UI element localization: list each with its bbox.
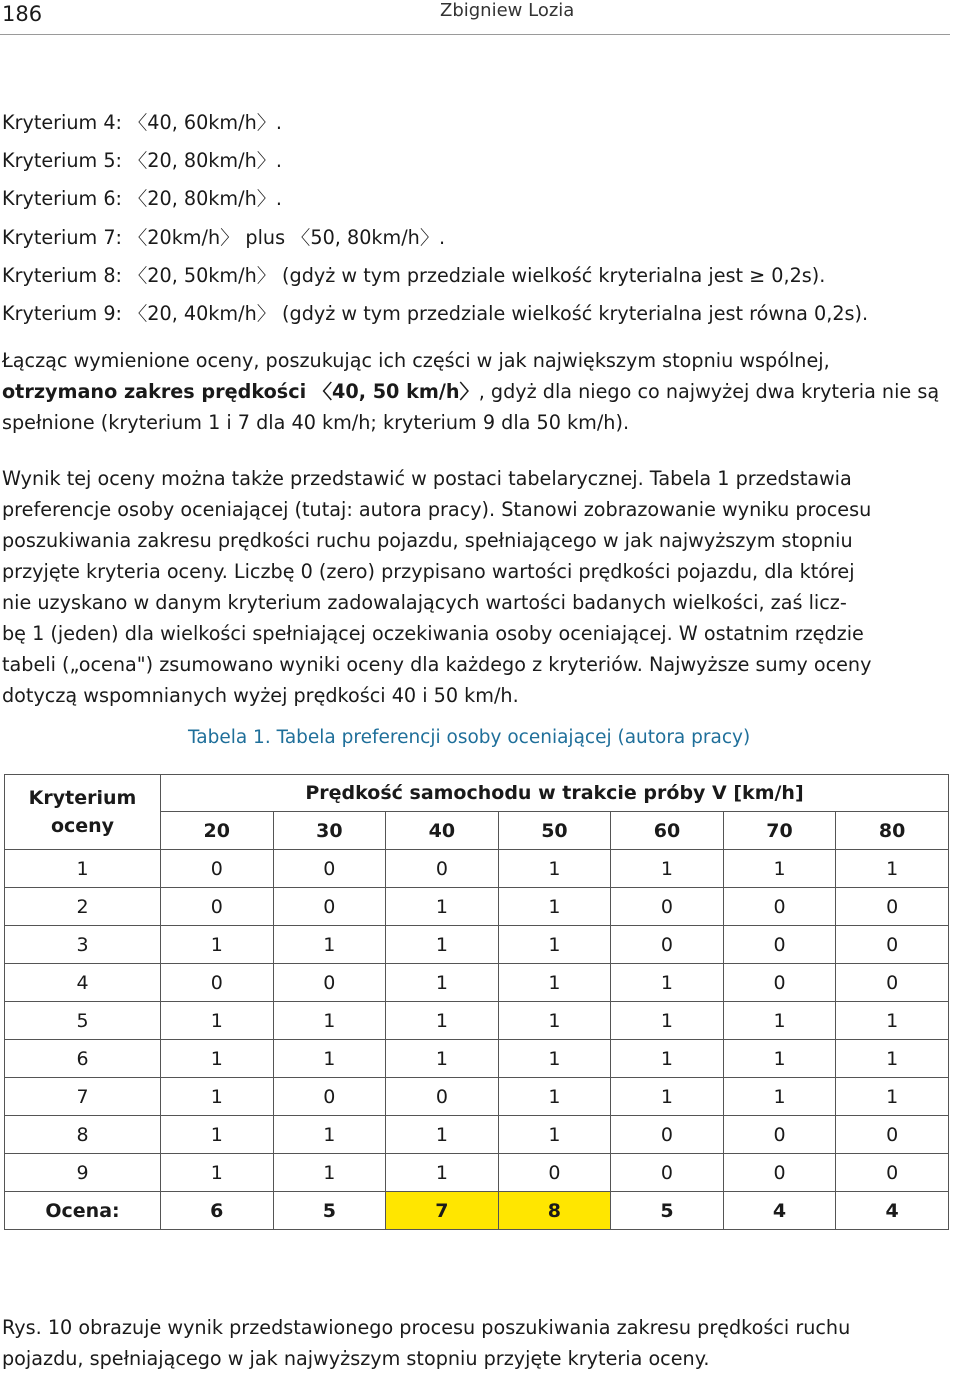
speed-header-cell: 60 — [611, 812, 724, 850]
table-cell: 1 — [611, 850, 724, 888]
total-cell: 4 — [836, 1192, 949, 1230]
paragraph-line: bę 1 (jeden) dla wielkości spełniającej oczekiwania osoby oceniającej. W ostatnim rzędzie — [2, 622, 864, 645]
table-cell: 0 — [611, 888, 724, 926]
criterion-number-cell: 9 — [5, 1154, 161, 1192]
table-cell: 0 — [836, 1154, 949, 1192]
criterion-number-cell: 7 — [5, 1078, 161, 1116]
table-row — [5, 926, 949, 964]
table-cell: 0 — [836, 926, 949, 964]
preference-table — [4, 774, 949, 1230]
table-cell: 1 — [161, 1078, 274, 1116]
table-cell: 0 — [161, 850, 274, 888]
table-cell: 1 — [498, 964, 611, 1002]
table-row — [5, 1078, 949, 1116]
table-cell: 1 — [161, 926, 274, 964]
table-cell: 0 — [161, 964, 274, 1002]
table-cell: 0 — [386, 850, 499, 888]
table-cell: 1 — [723, 850, 836, 888]
table-cell: 1 — [386, 926, 499, 964]
table-cell: 0 — [273, 888, 386, 926]
criterion-header-text: oceny — [50, 815, 115, 837]
paragraph-line: przyjęte kryteria oceny. Liczbę 0 (zero) przypisano wartości prędkości pojazdu, dla której — [2, 560, 855, 583]
table-cell: 1 — [386, 1002, 499, 1040]
criterion-number-cell: 2 — [5, 888, 161, 926]
table-header-row — [5, 775, 949, 812]
table-cell: 0 — [836, 1116, 949, 1154]
table-cell: 0 — [723, 1154, 836, 1192]
speed-header-cell: 40 — [386, 812, 499, 850]
paragraph-text: , gdyż dla niego co najwyżej dwa kryteria nie są — [478, 380, 940, 403]
criteria-list — [2, 104, 954, 333]
paragraph-table-explanation — [2, 463, 954, 711]
paragraph-line: dotyczą wspomnianych wyżej prędkości 40 i 50 km/h. — [2, 684, 519, 707]
table-cell: 0 — [273, 1078, 386, 1116]
table-cell: 1 — [273, 926, 386, 964]
paragraph-line: preferencje osoby oceniającej (tutaj: autora pracy). Stanowi zobrazowanie wyniku procesu — [2, 498, 872, 521]
table-cell: 1 — [273, 1154, 386, 1192]
table-cell: 1 — [386, 1154, 499, 1192]
total-row — [5, 1192, 949, 1230]
speed-header-cell: 30 — [273, 812, 386, 850]
table-cell: 1 — [161, 1002, 274, 1040]
table-cell: 1 — [273, 1002, 386, 1040]
criterion-number-cell: 1 — [5, 850, 161, 888]
table-cell: 1 — [723, 1040, 836, 1078]
criteria-line: Kryterium 6: 〈20, 80km/h〉. — [2, 187, 283, 211]
paragraph-figure-reference — [2, 1312, 954, 1374]
table-cell: 0 — [498, 1154, 611, 1192]
table-cell: 0 — [161, 888, 274, 926]
table-cell: 0 — [611, 1154, 724, 1192]
table-cell: 1 — [611, 1078, 724, 1116]
table-cell: 1 — [386, 964, 499, 1002]
criteria-line: Kryterium 5: 〈20, 80km/h〉. — [2, 149, 283, 173]
table-cell: 1 — [836, 1078, 949, 1116]
paragraph-line: spełnione (kryterium 1 i 7 dla 40 km/h; kryterium 9 dla 50 km/h). — [2, 411, 630, 434]
criterion-column-header — [5, 775, 161, 850]
total-cell: 4 — [723, 1192, 836, 1230]
table-row — [5, 1116, 949, 1154]
table-cell: 1 — [611, 1002, 724, 1040]
total-cell: 7 — [386, 1192, 499, 1230]
table-cell: 1 — [161, 1154, 274, 1192]
paragraph-line — [2, 376, 954, 407]
criteria-line: Kryterium 4: 〈40, 60km/h〉. — [2, 111, 283, 134]
criteria-line: Kryterium 8: 〈20, 50km/h〉 (gdyż w tym przedziale wielkość kryterialna jest ≥ 0,2s). — [2, 263, 826, 287]
criterion-number-cell: 5 — [5, 1002, 161, 1040]
table-cell: 1 — [161, 1040, 274, 1078]
criteria-line: Kryterium 9: 〈20, 40km/h〉 (gdyż w tym przedziale wielkość kryterialna jest równa 0,2s). — [2, 302, 869, 326]
paragraph-line: pojazdu, spełniającego w jak najwyższym stopniu przyjęte kryteria oceny. — [2, 1347, 710, 1370]
table-cell: 0 — [273, 850, 386, 888]
speed-header-cell: 50 — [498, 812, 611, 850]
paragraph-line: Rys. 10 obrazuje wynik przedstawionego procesu poszukiwania zakresu prędkości ruchu — [2, 1316, 851, 1339]
table-cell: 1 — [498, 1078, 611, 1116]
table-cell: 1 — [273, 1116, 386, 1154]
table-cell: 0 — [723, 926, 836, 964]
speed-header-cell: 80 — [836, 812, 949, 850]
table-row — [5, 1154, 949, 1192]
table-caption: Tabela 1. Tabela preferencji osoby oceniającej (autora pracy) — [188, 727, 751, 748]
criterion-number-cell: 4 — [5, 964, 161, 1002]
table-row — [5, 964, 949, 1002]
table-cell: 0 — [836, 888, 949, 926]
criteria-line: Kryterium 7: 〈20km/h〉 plus 〈50, 80km/h〉. — [2, 225, 446, 249]
table-cell: 1 — [161, 1116, 274, 1154]
total-label-cell: Ocena: — [5, 1192, 161, 1230]
table-row — [5, 888, 949, 926]
table-cell: 0 — [273, 964, 386, 1002]
table-cell: 1 — [723, 1078, 836, 1116]
table-cell: 1 — [836, 850, 949, 888]
table-cell: 0 — [723, 964, 836, 1002]
paragraph-combined-result — [2, 345, 954, 438]
paragraph-line: Wynik tej oceny można także przedstawić w postaci tabelarycznej. Tabela 1 przedstawia — [2, 467, 852, 490]
table-cell: 0 — [723, 1116, 836, 1154]
table-cell: 1 — [386, 888, 499, 926]
table-cell: 0 — [836, 964, 949, 1002]
paragraph-line: Łącząc wymienione oceny, poszukując ich części w jak największym stopniu wspólnej, — [2, 349, 830, 372]
table-cell: 1 — [836, 1002, 949, 1040]
paragraph-line: nie uzyskano w danym kryterium zadowalających wartości badanych wielkości, zaś licz- — [2, 591, 847, 614]
table-cell: 1 — [498, 1116, 611, 1154]
speed-group-header: Prędkość samochodu w trakcie próby V [km/h] — [161, 775, 949, 812]
running-head-author: Zbigniew Lozia — [440, 0, 575, 21]
table-cell: 0 — [386, 1078, 499, 1116]
total-cell: 6 — [161, 1192, 274, 1230]
table-cell: 1 — [498, 850, 611, 888]
total-cell: 8 — [498, 1192, 611, 1230]
table-cell: 1 — [611, 964, 724, 1002]
page-number: 186 — [2, 2, 43, 26]
table-row — [5, 1040, 949, 1078]
criterion-number-cell: 8 — [5, 1116, 161, 1154]
criterion-number-cell: 6 — [5, 1040, 161, 1078]
criterion-header-text: Kryterium — [28, 787, 137, 809]
table-cell: 1 — [386, 1040, 499, 1078]
table-cell: 0 — [611, 1116, 724, 1154]
speed-header-cell: 70 — [723, 812, 836, 850]
total-cell: 5 — [273, 1192, 386, 1230]
table-cell: 1 — [611, 1040, 724, 1078]
table-cell: 1 — [723, 1002, 836, 1040]
table-cell: 0 — [611, 926, 724, 964]
table-cell: 1 — [836, 1040, 949, 1078]
page-header — [0, 0, 950, 35]
table-cell: 0 — [723, 888, 836, 926]
criterion-number-cell: 3 — [5, 926, 161, 964]
table-cell: 1 — [498, 926, 611, 964]
paragraph-line: tabeli („ocena") zsumowano wyniki oceny dla każdego z kryteriów. Najwyższe sumy oceny — [2, 653, 872, 676]
speed-header-cell: 20 — [161, 812, 274, 850]
table-row — [5, 850, 949, 888]
speed-range-result: otrzymano zakres prędkości 〈40, 50 km/h〉 — [2, 380, 479, 403]
table-cell: 1 — [273, 1040, 386, 1078]
total-cell: 5 — [611, 1192, 724, 1230]
table-cell: 1 — [498, 1040, 611, 1078]
table-cell: 1 — [498, 1002, 611, 1040]
table-cell: 1 — [498, 888, 611, 926]
paragraph-line: poszukiwania zakresu prędkości ruchu pojazdu, spełniającego w jak najwyższym stopniu — [2, 529, 853, 552]
table-cell: 1 — [386, 1116, 499, 1154]
table-row — [5, 1002, 949, 1040]
